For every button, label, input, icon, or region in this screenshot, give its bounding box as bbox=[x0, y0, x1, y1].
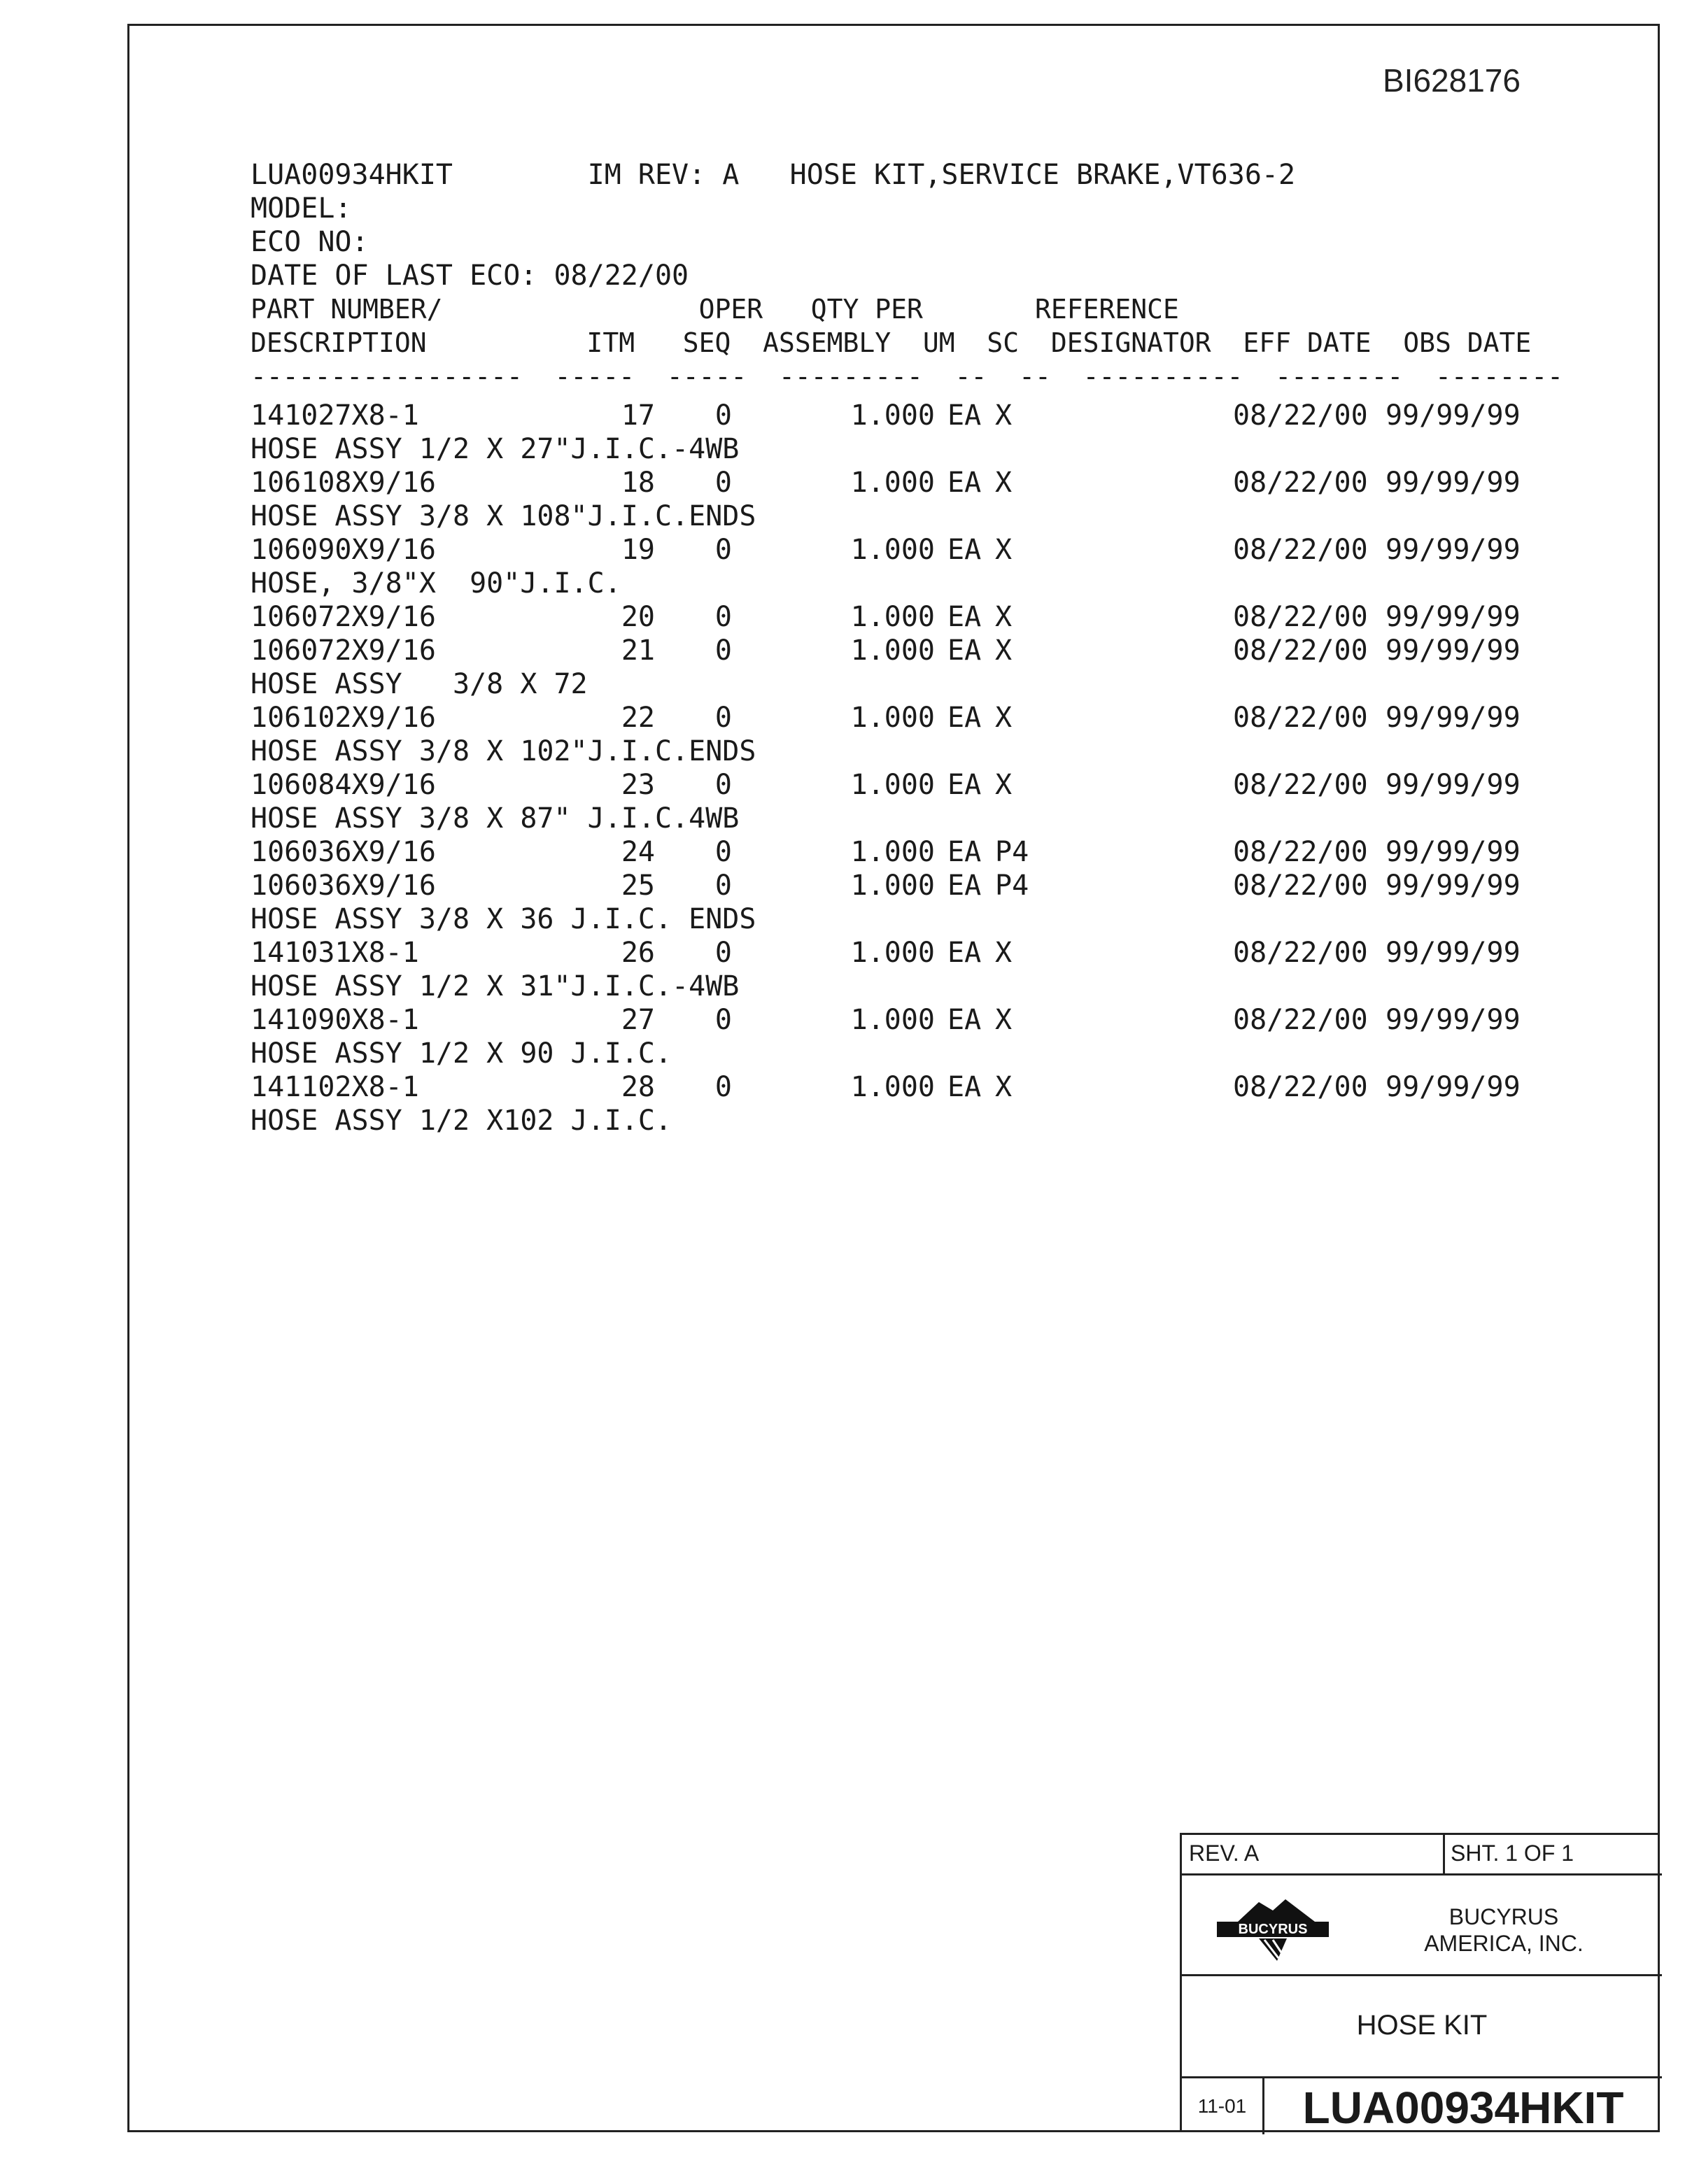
unit-of-measure: EA bbox=[947, 601, 982, 633]
document-id: BI628176 bbox=[1383, 62, 1521, 99]
obs-date: 99/99/99 bbox=[1386, 534, 1521, 566]
item-number: 18 bbox=[621, 467, 655, 499]
table-row bbox=[251, 835, 1531, 869]
obs-date: 99/99/99 bbox=[1386, 702, 1521, 734]
item-number: 28 bbox=[621, 1071, 655, 1103]
company-name-line-2: AMERICA, INC. bbox=[1424, 1931, 1584, 1956]
qty-per-assembly: 1.000 bbox=[850, 467, 935, 499]
part-number: 141027X8-1 bbox=[251, 399, 419, 432]
table-row bbox=[251, 936, 1531, 970]
obs-date: 99/99/99 bbox=[1386, 399, 1521, 432]
part-number: 106036X9/16 bbox=[251, 836, 436, 868]
eff-date: 08/22/00 bbox=[1233, 937, 1368, 969]
oper-seq: 0 bbox=[714, 1071, 732, 1103]
eff-date: 08/22/00 bbox=[1233, 534, 1368, 566]
sc-code: X bbox=[995, 399, 1013, 432]
sc-code: X bbox=[995, 601, 1013, 633]
item-number: 22 bbox=[621, 702, 655, 734]
part-description: HOSE ASSY 3/8 X 72 bbox=[251, 668, 588, 700]
sc-code: X bbox=[995, 467, 1013, 499]
unit-of-measure: EA bbox=[947, 467, 982, 499]
drawing-number: LUA00934HKIT bbox=[1302, 2083, 1624, 2133]
item-number: 25 bbox=[621, 870, 655, 902]
item-number: 19 bbox=[621, 534, 655, 566]
eff-date: 08/22/00 bbox=[1233, 399, 1368, 432]
part-description: HOSE ASSY 3/8 X 36 J.I.C. ENDS bbox=[251, 903, 756, 935]
qty-per-assembly: 1.000 bbox=[850, 1071, 935, 1103]
item-number: 17 bbox=[621, 399, 655, 432]
sc-code: X bbox=[995, 534, 1013, 566]
oper-seq: 0 bbox=[714, 467, 732, 499]
eff-date: 08/22/00 bbox=[1233, 769, 1368, 801]
sc-code: X bbox=[995, 702, 1013, 734]
qty-per-assembly: 1.000 bbox=[850, 937, 935, 969]
oper-seq: 0 bbox=[714, 836, 732, 868]
table-row bbox=[251, 600, 1531, 634]
obs-date: 99/99/99 bbox=[1386, 1004, 1521, 1036]
part-number: 141090X8-1 bbox=[251, 1004, 419, 1036]
table-row bbox=[251, 869, 1531, 902]
eff-date: 08/22/00 bbox=[1233, 702, 1368, 734]
unit-of-measure: EA bbox=[947, 870, 982, 902]
eff-date: 08/22/00 bbox=[1233, 836, 1368, 868]
oper-seq: 0 bbox=[714, 601, 732, 633]
unit-of-measure: EA bbox=[947, 399, 982, 432]
table-row bbox=[251, 533, 1531, 567]
sc-code: P4 bbox=[995, 836, 1029, 868]
obs-date: 99/99/99 bbox=[1386, 769, 1521, 801]
oper-seq: 0 bbox=[714, 702, 732, 734]
part-description: HOSE ASSY 1/2 X 31"J.I.C.-4WB bbox=[251, 970, 740, 1002]
sc-code: X bbox=[995, 769, 1013, 801]
company-name-line-1: BUCYRUS bbox=[1448, 1904, 1559, 1929]
eff-date: 08/22/00 bbox=[1233, 870, 1368, 902]
logo-text: BUCYRUS bbox=[1238, 1922, 1308, 1937]
part-number: 106102X9/16 bbox=[251, 702, 436, 734]
part-number: 106084X9/16 bbox=[251, 769, 436, 801]
column-header-line-1: PART NUMBER/ OPER QTY PER REFERENCE bbox=[251, 294, 1179, 325]
qty-per-assembly: 1.000 bbox=[850, 702, 935, 734]
eff-date: 08/22/00 bbox=[1233, 1071, 1368, 1103]
table-row bbox=[251, 466, 1531, 499]
table-row bbox=[251, 634, 1531, 667]
column-header-dashes: ----------------- ----- ----- --------- -- -- ---------- -------- -------- bbox=[251, 361, 1563, 392]
unit-of-measure: EA bbox=[947, 1071, 982, 1103]
qty-per-assembly: 1.000 bbox=[850, 399, 935, 432]
last-eco-date: DATE OF LAST ECO: 08/22/00 bbox=[251, 260, 689, 292]
oper-seq: 0 bbox=[714, 534, 732, 566]
unit-of-measure: EA bbox=[947, 836, 982, 868]
unit-of-measure: EA bbox=[947, 702, 982, 734]
qty-per-assembly: 1.000 bbox=[850, 836, 935, 868]
part-number: 141031X8-1 bbox=[251, 937, 419, 969]
part-number: 106072X9/16 bbox=[251, 634, 436, 667]
eff-date: 08/22/00 bbox=[1233, 601, 1368, 633]
eff-date: 08/22/00 bbox=[1233, 634, 1368, 667]
item-number: 24 bbox=[621, 836, 655, 868]
part-number: 106072X9/16 bbox=[251, 601, 436, 633]
part-number: 141102X8-1 bbox=[251, 1071, 419, 1103]
table-row bbox=[251, 399, 1531, 432]
part-number: 106108X9/16 bbox=[251, 467, 436, 499]
part-number: 106090X9/16 bbox=[251, 534, 436, 566]
table-row bbox=[251, 701, 1531, 735]
eff-date: 08/22/00 bbox=[1233, 467, 1368, 499]
obs-date: 99/99/99 bbox=[1386, 836, 1521, 868]
column-header-line-2: DESCRIPTION ITM SEQ ASSEMBLY UM SC DESIGNATOR EFF DATE OBS DATE bbox=[251, 327, 1532, 358]
part-description: HOSE, 3/8"X 90"J.I.C. bbox=[251, 567, 621, 600]
qty-per-assembly: 1.000 bbox=[850, 1004, 935, 1036]
part-description: HOSE ASSY 1/2 X 90 J.I.C. bbox=[251, 1037, 672, 1070]
item-number: 21 bbox=[621, 634, 655, 667]
header-line: LUA00934HKIT IM REV: A HOSE KIT,SERVICE BRAKE,VT636-2 bbox=[251, 159, 1296, 191]
table-row bbox=[251, 768, 1531, 802]
oper-seq: 0 bbox=[714, 1004, 732, 1036]
table-row bbox=[251, 1003, 1531, 1037]
part-description: HOSE ASSY 3/8 X 102"J.I.C.ENDS bbox=[251, 735, 756, 767]
oper-seq: 0 bbox=[714, 870, 732, 902]
eff-date: 08/22/00 bbox=[1233, 1004, 1368, 1036]
company-name bbox=[1392, 1903, 1616, 1957]
sc-code: X bbox=[995, 1071, 1013, 1103]
obs-date: 99/99/99 bbox=[1386, 634, 1521, 667]
sc-code: X bbox=[995, 1004, 1013, 1036]
sc-code: X bbox=[995, 937, 1013, 969]
eco-label: ECO NO: bbox=[251, 226, 369, 258]
part-description: HOSE ASSY 3/8 X 108"J.I.C.ENDS bbox=[251, 500, 756, 532]
sc-code: P4 bbox=[995, 870, 1029, 902]
unit-of-measure: EA bbox=[947, 769, 982, 801]
obs-date: 99/99/99 bbox=[1386, 601, 1521, 633]
qty-per-assembly: 1.000 bbox=[850, 870, 935, 902]
unit-of-measure: EA bbox=[947, 937, 982, 969]
part-description: HOSE ASSY 3/8 X 87" J.I.C.4WB bbox=[251, 802, 740, 835]
table-row bbox=[251, 1070, 1531, 1104]
oper-seq: 0 bbox=[714, 769, 732, 801]
model-label: MODEL: bbox=[251, 192, 352, 225]
item-number: 23 bbox=[621, 769, 655, 801]
unit-of-measure: EA bbox=[947, 634, 982, 667]
revision-cell: REV. A bbox=[1182, 1835, 1445, 1875]
title-block bbox=[1180, 1833, 1660, 2132]
qty-per-assembly: 1.000 bbox=[850, 534, 935, 566]
drawing-title: HOSE KIT bbox=[1182, 1976, 1662, 2078]
qty-per-assembly: 1.000 bbox=[850, 769, 935, 801]
part-number: 106036X9/16 bbox=[251, 870, 436, 902]
part-description: HOSE ASSY 1/2 X 27"J.I.C.-4WB bbox=[251, 433, 740, 465]
obs-date: 99/99/99 bbox=[1386, 937, 1521, 969]
qty-per-assembly: 1.000 bbox=[850, 601, 935, 633]
qty-per-assembly: 1.000 bbox=[850, 634, 935, 667]
obs-date: 99/99/99 bbox=[1386, 870, 1521, 902]
item-number: 20 bbox=[621, 601, 655, 633]
unit-of-measure: EA bbox=[947, 534, 982, 566]
bucyrus-logo-icon bbox=[1210, 1894, 1336, 1964]
sheet-cell: SHT. 1 OF 1 bbox=[1445, 1835, 1662, 1875]
oper-seq: 0 bbox=[714, 937, 732, 969]
part-description: HOSE ASSY 1/2 X102 J.I.C. bbox=[251, 1105, 672, 1137]
sc-code: X bbox=[995, 634, 1013, 667]
oper-seq: 0 bbox=[714, 634, 732, 667]
unit-of-measure: EA bbox=[947, 1004, 982, 1036]
date-code: 11-01 bbox=[1182, 2078, 1264, 2134]
obs-date: 99/99/99 bbox=[1386, 1071, 1521, 1103]
item-number: 27 bbox=[621, 1004, 655, 1036]
oper-seq: 0 bbox=[714, 399, 732, 432]
company-logo-cell bbox=[1182, 1875, 1662, 1976]
obs-date: 99/99/99 bbox=[1386, 467, 1521, 499]
item-number: 26 bbox=[621, 937, 655, 969]
